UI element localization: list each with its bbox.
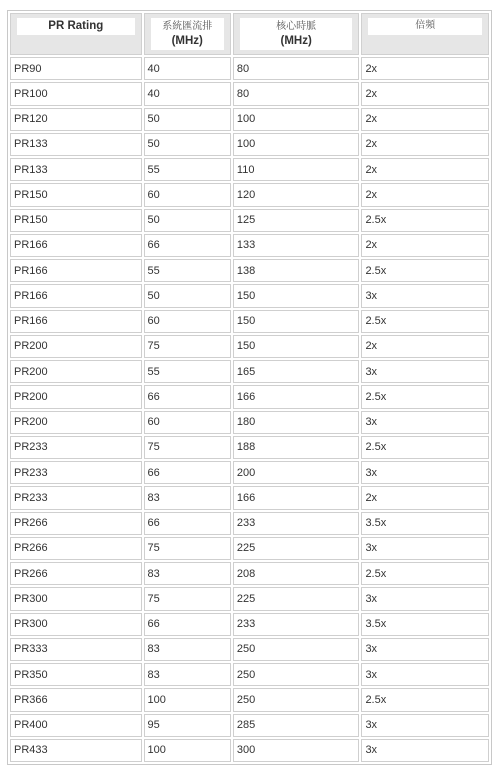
pr-rating-cell: PR150: [10, 209, 142, 232]
table-row: [10, 133, 489, 156]
core-clock-cell: 100: [233, 133, 360, 156]
pr-rating-cell: PR266: [10, 537, 142, 560]
multiplier-cell: 3.5x: [361, 613, 489, 636]
table-row: [10, 688, 489, 711]
pr-rating-cell: PR266: [10, 512, 142, 535]
core-clock-cell: 166: [233, 486, 360, 509]
system-bus-cell: 100: [144, 688, 231, 711]
header-system-bus-label: [151, 18, 224, 50]
system-bus-cell: 50: [144, 108, 231, 131]
header-row: [10, 13, 489, 55]
header-core-clock-text: 核心時脈: [276, 21, 317, 32]
table-row: [10, 739, 489, 762]
system-bus-cell: 83: [144, 486, 231, 509]
core-clock-cell: 285: [233, 714, 360, 737]
pr-rating-cell: PR433: [10, 739, 142, 762]
pr-rating-cell: PR120: [10, 108, 142, 131]
table-row: [10, 310, 489, 333]
system-bus-cell: 66: [144, 234, 231, 257]
system-bus-cell: 55: [144, 259, 231, 282]
core-clock-cell: 150: [233, 284, 360, 307]
core-clock-cell: 188: [233, 436, 360, 459]
multiplier-cell: 2x: [361, 158, 489, 181]
multiplier-cell: 3x: [361, 360, 489, 383]
multiplier-cell: 2x: [361, 108, 489, 131]
system-bus-cell: 50: [144, 209, 231, 232]
multiplier-cell: 3x: [361, 411, 489, 434]
header-core-clock: [233, 13, 360, 55]
multiplier-cell: 2.5x: [361, 436, 489, 459]
multiplier-cell: 2.5x: [361, 310, 489, 333]
system-bus-cell: 66: [144, 613, 231, 636]
pr-rating-cell: PR150: [10, 183, 142, 206]
multiplier-cell: 3.5x: [361, 512, 489, 535]
pr-rating-cell: PR200: [10, 385, 142, 408]
core-clock-cell: 80: [233, 82, 360, 105]
multiplier-cell: 3x: [361, 638, 489, 661]
header-core-clock-label: [240, 18, 353, 50]
table-row: [10, 108, 489, 131]
header-multiplier: [361, 13, 489, 55]
pr-rating-cell: PR233: [10, 436, 142, 459]
table-row: [10, 587, 489, 610]
table-row: [10, 234, 489, 257]
system-bus-cell: 75: [144, 436, 231, 459]
multiplier-cell: 2.5x: [361, 562, 489, 585]
table-row: [10, 385, 489, 408]
core-clock-cell: 250: [233, 638, 360, 661]
core-clock-cell: 250: [233, 663, 360, 686]
system-bus-cell: 66: [144, 385, 231, 408]
header-multiplier-label: 倍頻: [368, 18, 482, 35]
table-row: [10, 158, 489, 181]
table-row: [10, 335, 489, 358]
system-bus-cell: 83: [144, 562, 231, 585]
system-bus-cell: 100: [144, 739, 231, 762]
core-clock-cell: 110: [233, 158, 360, 181]
pr-rating-cell: PR133: [10, 133, 142, 156]
multiplier-cell: 3x: [361, 461, 489, 484]
pr-rating-cell: PR200: [10, 335, 142, 358]
pr-rating-cell: PR166: [10, 234, 142, 257]
table-row: [10, 714, 489, 737]
pr-rating-cell: PR166: [10, 284, 142, 307]
system-bus-cell: 60: [144, 183, 231, 206]
system-bus-cell: 55: [144, 360, 231, 383]
system-bus-cell: 40: [144, 82, 231, 105]
core-clock-cell: 150: [233, 310, 360, 333]
multiplier-cell: 3x: [361, 739, 489, 762]
table-row: [10, 360, 489, 383]
pr-rating-cell: PR350: [10, 663, 142, 686]
pr-rating-cell: PR200: [10, 411, 142, 434]
core-clock-cell: 200: [233, 461, 360, 484]
core-clock-cell: 150: [233, 335, 360, 358]
core-clock-cell: 233: [233, 512, 360, 535]
header-pr-rating-label: PR Rating: [17, 18, 135, 35]
core-clock-cell: 250: [233, 688, 360, 711]
pr-rating-cell: PR100: [10, 82, 142, 105]
table-row: [10, 183, 489, 206]
system-bus-cell: 75: [144, 335, 231, 358]
core-clock-cell: 100: [233, 108, 360, 131]
core-clock-cell: 233: [233, 613, 360, 636]
header-system-bus-text: 系統匯流排: [162, 21, 213, 32]
core-clock-cell: 80: [233, 57, 360, 80]
table-row: [10, 613, 489, 636]
table-row: [10, 57, 489, 80]
multiplier-cell: 2x: [361, 486, 489, 509]
pr-rating-cell: PR166: [10, 310, 142, 333]
core-clock-cell: 208: [233, 562, 360, 585]
multiplier-cell: 2x: [361, 183, 489, 206]
multiplier-cell: 3x: [361, 587, 489, 610]
pr-rating-cell: PR133: [10, 158, 142, 181]
pr-rating-cell: PR200: [10, 360, 142, 383]
system-bus-cell: 83: [144, 663, 231, 686]
header-core-clock-unit: (MHz): [280, 35, 312, 47]
pr-rating-table: [7, 10, 492, 765]
multiplier-cell: 3x: [361, 284, 489, 307]
core-clock-cell: 225: [233, 537, 360, 560]
multiplier-cell: 2.5x: [361, 209, 489, 232]
header-system-bus: [144, 13, 231, 55]
multiplier-cell: 2x: [361, 82, 489, 105]
table-row: [10, 562, 489, 585]
core-clock-cell: 165: [233, 360, 360, 383]
table-row: [10, 461, 489, 484]
multiplier-cell: 2x: [361, 133, 489, 156]
system-bus-cell: 55: [144, 158, 231, 181]
table-row: [10, 436, 489, 459]
system-bus-cell: 95: [144, 714, 231, 737]
multiplier-cell: 2.5x: [361, 688, 489, 711]
system-bus-cell: 60: [144, 411, 231, 434]
system-bus-cell: 66: [144, 512, 231, 535]
pr-rating-cell: PR266: [10, 562, 142, 585]
multiplier-cell: 2x: [361, 234, 489, 257]
system-bus-cell: 60: [144, 310, 231, 333]
core-clock-cell: 300: [233, 739, 360, 762]
core-clock-cell: 125: [233, 209, 360, 232]
table-row: [10, 82, 489, 105]
table-row: [10, 259, 489, 282]
system-bus-cell: 50: [144, 284, 231, 307]
table-row: [10, 638, 489, 661]
core-clock-cell: 138: [233, 259, 360, 282]
core-clock-cell: 120: [233, 183, 360, 206]
header-system-bus-unit: (MHz): [171, 35, 203, 47]
table-row: [10, 663, 489, 686]
multiplier-cell: 2.5x: [361, 259, 489, 282]
table-row: [10, 537, 489, 560]
pr-rating-cell: PR366: [10, 688, 142, 711]
pr-rating-cell: PR333: [10, 638, 142, 661]
system-bus-cell: 75: [144, 537, 231, 560]
core-clock-cell: 133: [233, 234, 360, 257]
pr-rating-cell: PR300: [10, 613, 142, 636]
table-row: [10, 486, 489, 509]
table-row: [10, 284, 489, 307]
core-clock-cell: 225: [233, 587, 360, 610]
pr-rating-cell: PR233: [10, 486, 142, 509]
table-row: [10, 209, 489, 232]
multiplier-cell: 3x: [361, 714, 489, 737]
multiplier-cell: 2.5x: [361, 385, 489, 408]
table-row: [10, 512, 489, 535]
system-bus-cell: 66: [144, 461, 231, 484]
system-bus-cell: 40: [144, 57, 231, 80]
system-bus-cell: 50: [144, 133, 231, 156]
table-row: [10, 411, 489, 434]
pr-rating-cell: PR90: [10, 57, 142, 80]
multiplier-cell: 2x: [361, 335, 489, 358]
pr-rating-table-container: [7, 10, 492, 765]
system-bus-cell: 83: [144, 638, 231, 661]
multiplier-cell: 2x: [361, 57, 489, 80]
core-clock-cell: 180: [233, 411, 360, 434]
system-bus-cell: 75: [144, 587, 231, 610]
header-pr-rating: [10, 13, 142, 55]
pr-rating-cell: PR233: [10, 461, 142, 484]
pr-rating-cell: PR400: [10, 714, 142, 737]
table-header: [10, 13, 489, 55]
multiplier-cell: 3x: [361, 537, 489, 560]
multiplier-cell: 3x: [361, 663, 489, 686]
core-clock-cell: 166: [233, 385, 360, 408]
table-body: [10, 57, 489, 762]
pr-rating-cell: PR166: [10, 259, 142, 282]
pr-rating-cell: PR300: [10, 587, 142, 610]
